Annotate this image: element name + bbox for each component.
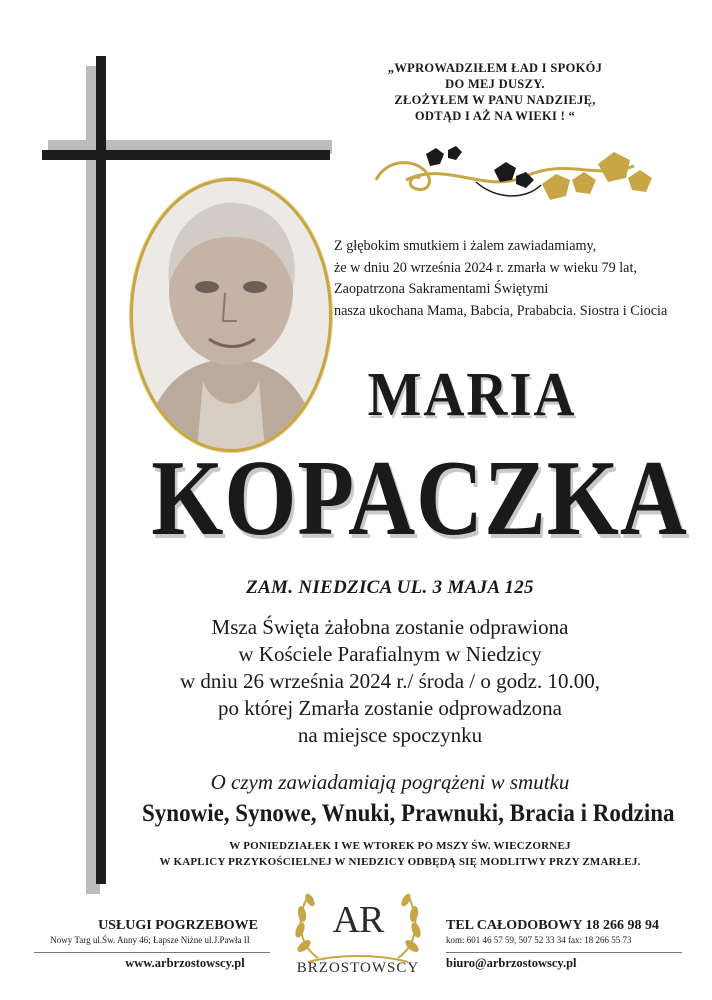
bible-quote bbox=[330, 60, 660, 124]
mourners-list: Synowie, Synowe, Wnuki, Prawnuki, Bracia i Rodzina bbox=[142, 800, 675, 827]
intro-line: że w dniu 20 września 2024 r. zmarła w wieku 79 lat, bbox=[334, 259, 637, 276]
services-address: Nowy Targ ul.Św. Anny 46; Łapsze Niżne ul.J.Pawła II bbox=[50, 935, 250, 945]
intro-line: nasza ukochana Mama, Babcia, Prababcia. Siostra i Ciocia bbox=[334, 302, 668, 319]
intro-line: Z głębokim smutkiem i żalem zawiadamiamy, bbox=[334, 238, 597, 254]
leaf-icon bbox=[448, 146, 462, 160]
website-link[interactable]: www.arbrzostowscy.pl bbox=[125, 956, 245, 970]
mourners-intro: O czym zawiadamiają pogrążeni w smutku bbox=[210, 770, 570, 794]
footer-divider-right bbox=[446, 952, 682, 953]
leaf-icon bbox=[542, 174, 570, 200]
funeral-mass-details bbox=[130, 614, 650, 749]
leaf-icon bbox=[598, 152, 630, 182]
footer-divider-left bbox=[34, 952, 270, 953]
mass-line: w Kościele Parafialnym w Niedzicy bbox=[238, 642, 542, 666]
announcement-intro bbox=[334, 236, 684, 322]
services-title: USŁUGI POGRZEBOWE bbox=[98, 918, 258, 933]
deceased-first-name: MARIA bbox=[367, 361, 577, 429]
mass-line: Msza Święta żałobna zostanie odprawiona bbox=[211, 615, 569, 639]
deceased-last-name: KOPACZKA bbox=[151, 439, 688, 558]
deceased-portrait bbox=[130, 178, 332, 452]
cross-horizontal-beam bbox=[42, 150, 330, 160]
vine-leaves-ornament bbox=[366, 140, 666, 216]
quote-line: ODTĄD I AŻ NA WIEKI ! “ bbox=[414, 109, 576, 123]
leaf-icon bbox=[426, 148, 444, 166]
portrait-photo bbox=[133, 181, 329, 449]
mass-line: na miejsce spoczynku bbox=[297, 723, 483, 747]
logo-initials: AR bbox=[332, 899, 384, 941]
cross-vertical-beam bbox=[96, 56, 106, 884]
quote-line: „WPROWADZIŁEM ŁAD I SPOKÓJ bbox=[387, 61, 603, 75]
intro-line: Zaopatrzona Sakramentami Świętymi bbox=[334, 281, 549, 297]
quote-line: ZŁOŻYŁEM W PANU NADZIEJĘ, bbox=[394, 93, 596, 107]
mass-line: po której Zmarła zostanie odprowadzona bbox=[217, 696, 563, 720]
other-phones: kom: 601 46 57 59, 507 52 33 34 fax: 18 266 55 73 bbox=[446, 935, 632, 945]
leaf-icon bbox=[628, 170, 652, 192]
mass-line: w dniu 26 września 2024 r./ środa / o godz. 10.00, bbox=[180, 669, 600, 693]
quote-line: DO MEJ DUSZY. bbox=[445, 77, 545, 91]
phone-24h: TEL CAŁODOBOWY 18 266 98 94 bbox=[446, 918, 660, 933]
logo-company-name: BRZOSTOWSCY bbox=[296, 960, 420, 976]
email-link[interactable]: biuro@arbrzostowscy.pl bbox=[446, 956, 577, 970]
prayers-line: W KAPLICY PRZYKOŚCIELNEJ W NIEDZICY ODBĘDĄ SIĘ MODLITWY PRZY ZMARŁEJ. bbox=[159, 856, 641, 868]
prayers-line: W PONIEDZIAŁEK I WE WTOREK PO MSZY ŚW. WIECZORNEJ bbox=[229, 840, 571, 852]
prayers-notice bbox=[130, 838, 670, 870]
leaf-icon bbox=[572, 172, 596, 194]
deceased-address: ZAM. NIEDZICA UL. 3 MAJA 125 bbox=[246, 577, 534, 598]
